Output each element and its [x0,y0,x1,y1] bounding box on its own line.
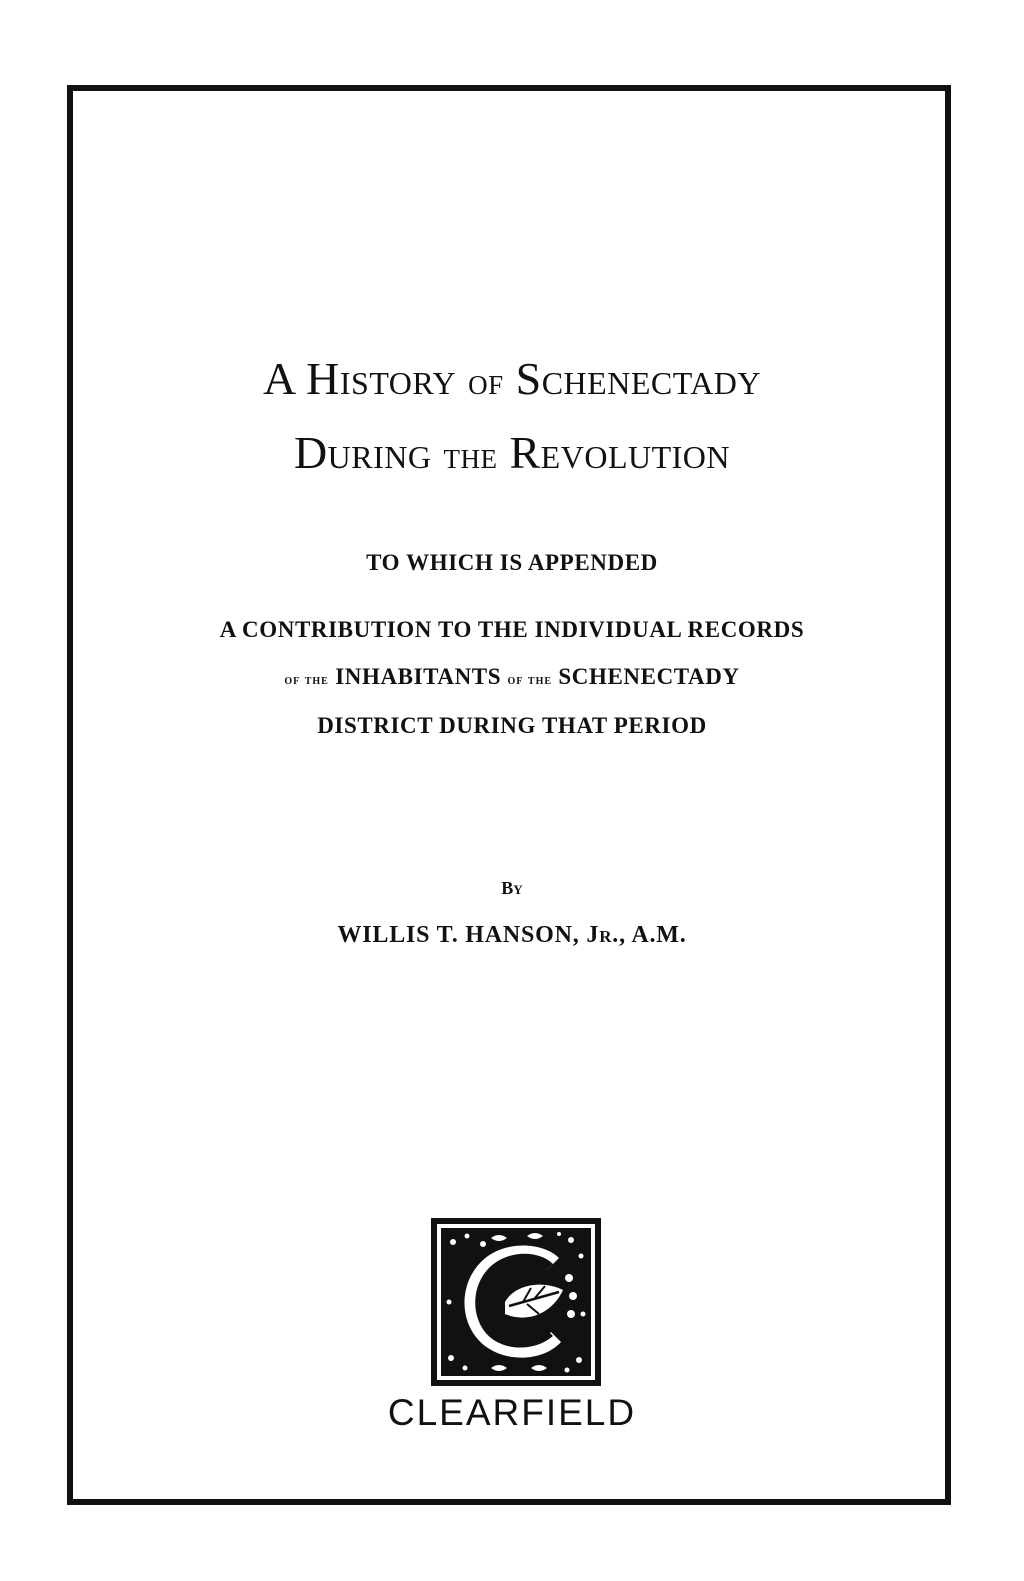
author-degree: A.M. [631,922,687,948]
subtitle-of-the-1: of the [284,673,329,688]
title-word-during: During [293,427,432,478]
title-word-history: History [306,353,457,404]
title-line-1 [0,353,1024,404]
title-word-schenectady: Schenectady [515,353,762,404]
author-suffix: Jr., [586,922,626,948]
author-name: WILLIS T. HANSON, [337,922,580,948]
title-word-revolution: Revolution [509,427,731,478]
subtitle-inhabitants-line [0,665,1024,688]
subtitle-district: DISTRICT DURING THAT PERIOD [317,713,707,738]
clearfield-c-logo-icon [431,1218,601,1386]
author-line [0,922,1024,949]
title-line-2 [0,427,1024,478]
title-word-a: A [262,353,295,404]
publisher-name: CLEARFIELD [387,1392,637,1433]
title-word-of: of [468,361,504,403]
subtitle-contribution: A CONTRIBUTION TO THE INDIVIDUAL RECORDS [219,617,805,642]
subtitle-schenectady: SCHENECTADY [558,664,740,689]
subtitle-appended: TO WHICH IS APPENDED [366,550,658,575]
subtitle-inhabitants: INHABITANTS [335,664,502,689]
subtitle-of-the-2: of the [507,673,553,688]
byline-by: By [501,878,523,898]
title-word-the: the [443,435,498,477]
